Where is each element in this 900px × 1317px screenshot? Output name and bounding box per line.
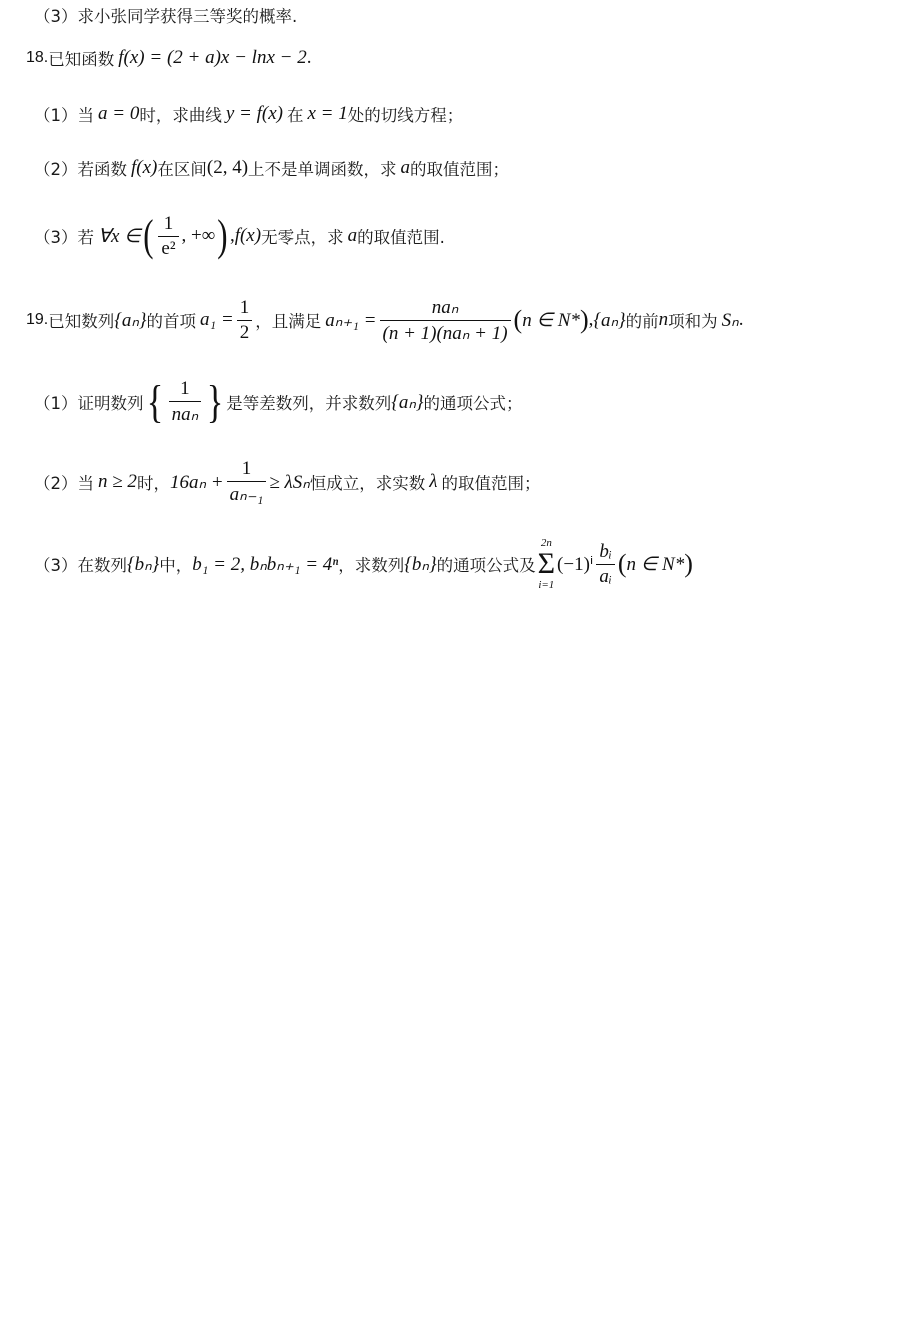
math-curve: y = f(x) [225,103,283,124]
math-inequality: ≥ λSₙ [269,471,310,493]
math-forall: ∀x ∈ [98,225,141,247]
question-text: 已知函数 [48,50,115,69]
text: 的取值范围. [357,228,445,247]
fraction-denominator: e² [158,236,178,260]
fraction-denominator: naₙ [169,401,202,426]
fraction-numerator: 1 [239,296,250,318]
fraction-denominator: aₙ₋₁ [227,481,267,506]
text: 恒成立，求实数 [309,474,426,493]
fraction [158,213,178,260]
fraction-numerator: bᵢ [599,540,612,562]
recurrence-fraction [380,296,511,345]
text: 当 [77,106,94,125]
period: . [738,309,744,330]
question-number: 19. [26,311,49,328]
text: 无零点，求 [261,228,344,247]
math-sequence: {aₙ} [391,391,424,413]
math-condition: a = 0 [98,103,140,124]
interval-tail: , +∞ [181,225,216,246]
part-label: （1） [34,106,78,125]
fraction-numerator: 1 [163,212,174,234]
q19-part1 [34,370,523,434]
q17-part3 [34,4,297,26]
text: 的取值范围； [441,474,541,493]
text: 处的切线方程； [347,106,464,125]
part-label: （3） [34,228,78,247]
part-label: （2） [34,474,78,493]
fraction-numerator: 1 [180,378,190,399]
part-label: （3） [34,556,78,575]
text: 在 [286,106,304,125]
math-variable: n [658,309,669,330]
question-text: 求小张同学获得三等奖的概率. [77,7,298,26]
math-variable: a [400,157,411,178]
q19-part2 [34,452,541,512]
text: 上不是单调函数，求 [248,160,397,179]
fraction-denominator: aᵢ [596,564,615,588]
text: 的取值范围； [410,160,510,179]
math-function: f(x) [234,225,262,246]
function-definition: f(x) = (2 + a)x − lnx − 2 [118,47,307,68]
q19-stem: 19. 已知数列 {aₙ} 的首项 a₁ = $\frac{1}{2}$ ，且满足 aₙ₊₁ = $\frac{\text{naₙ}}{\text{(n + 1)(naₙ + 1)}}$ ( n ∈ N* ) , {aₙ} 的前 n 项和为 Sₙ . [26,296,744,344]
math-variable: a [347,225,358,246]
q18-part1 [34,100,463,128]
question-number: 18. [26,49,49,66]
fraction-numerator: naₙ [431,296,459,318]
text: 的通项公式及 [436,556,536,575]
text: 证明数列 [77,394,144,413]
fraction [596,541,615,588]
sum-lower-limit: i=1 [538,579,555,591]
text: 的首项 [146,312,197,331]
fraction-denominator: (n + 1)(naₙ + 1) [380,320,511,345]
math-variable: λ [429,471,438,492]
math-recurrence-lhs: aₙ₊₁ = [325,309,377,331]
period: . [306,47,312,68]
text: 已知数列 [48,312,115,331]
right-brace: } [206,376,224,427]
left-brace: { [146,376,163,427]
fraction-denominator: 2 [237,320,253,344]
math-expression: 16aₙ + [169,471,224,493]
math-sum: Sₙ [721,309,739,331]
q18-part2 [34,154,509,182]
math-first-term: a₁ = [200,309,234,330]
q19-part3: （3） 在数列 {bₙ} 中， b₁ = 2, bₙbₙ₊₁ = 4ⁿ ，求数列 {bₙ} 的通项公式及 2n Σ i=1 (−1)ⁱ $\frac{\text{bᵢ}}{\text{aᵢ}}$ ( n ∈ N* ) [34,537,693,591]
text: 若函数 [77,160,127,179]
q18-part3: （3） 若 ∀x ∈ ( $\frac{1}{\text{e²}}$ , +∞ ) , f(x) 无零点，求 a 的取值范围. [34,211,445,260]
fraction-numerator: 1 [241,458,252,479]
math-condition: n ∈ N* [522,309,580,331]
math-point: x = 1 [307,103,348,124]
text: 若 [77,228,94,247]
math-condition: n ≥ 2 [98,471,137,492]
sum-upper-limit: 2n [540,537,552,549]
part-label: （2） [34,160,78,179]
math-condition: n ∈ N* [626,553,685,575]
math-function: f(x) [131,157,158,178]
fraction [237,297,253,344]
math-sequence: {aₙ} [593,309,626,331]
text: 当 [77,474,94,493]
math-sequence: {aₙ} [114,309,147,331]
math-condition: b₁ = 2, bₙbₙ₊₁ = 4ⁿ [192,553,339,575]
text: ，且满足 [255,312,322,331]
text: 项和为 [668,312,718,331]
part-label: （3） [34,7,78,26]
part-label: （1） [34,394,78,413]
sum-body: (−1)ⁱ [557,553,594,575]
q18-stem [26,44,311,72]
text: 时， [136,474,170,493]
text: 是等差数列，并求数列 [226,394,392,413]
text: 在数列 [77,556,127,575]
text: 的前 [625,312,659,331]
right-paren: ) [217,211,228,260]
text: ，求数列 [338,556,405,575]
math-interval: (2, 4) [206,157,249,178]
sigma-icon: Σ [537,547,556,580]
fraction [169,378,202,426]
text: 在区间 [157,160,207,179]
math-sequence: {bₙ} [127,553,160,575]
fraction [227,458,267,506]
text: 时，求曲线 [139,106,222,125]
text: 中， [159,556,193,575]
math-sequence: {bₙ} [404,553,437,575]
summation [538,537,555,591]
text: 的通项公式； [423,394,523,413]
left-paren: ( [142,211,154,260]
